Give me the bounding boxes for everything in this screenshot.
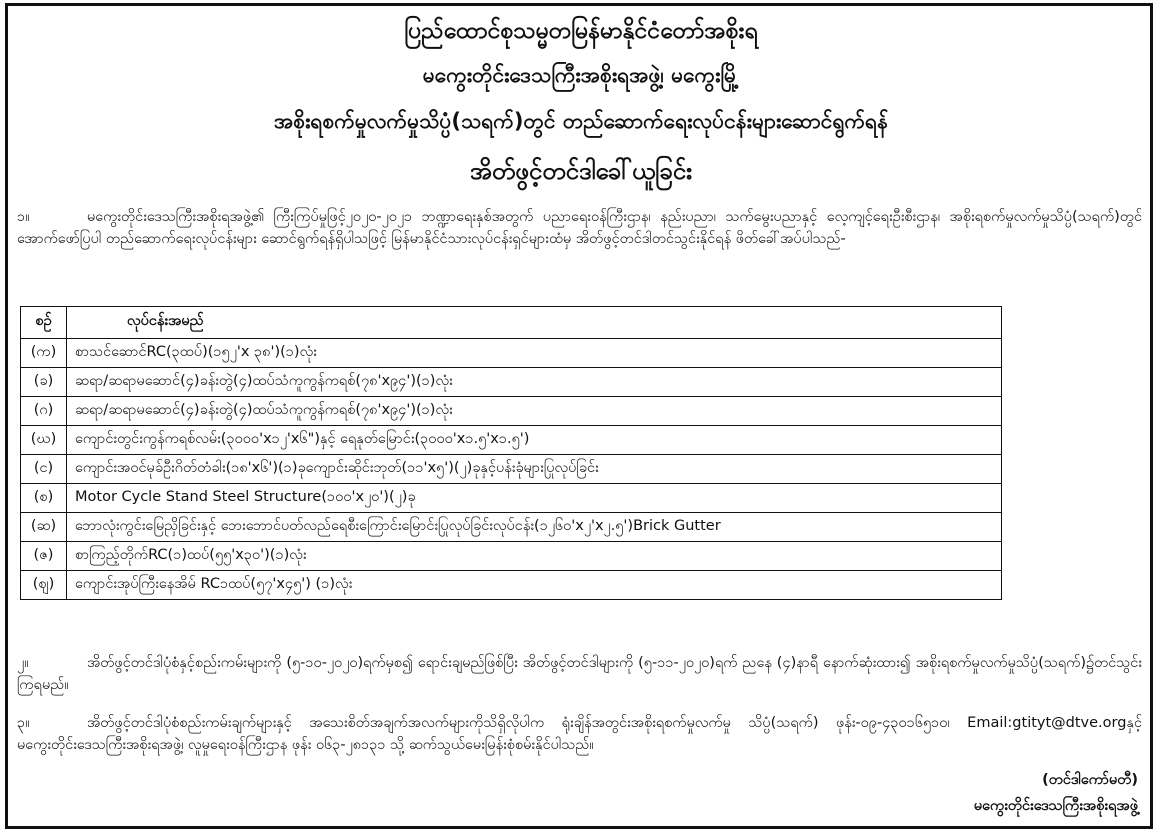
row-name: ကျောင်းအဝင်မုခ်ဦးဂိတ်တံခါး(၁၈'x၆')(၁)ခုကျောင်းဆိုင်းဘုတ်(၁၁'x၅')(၂)ခုနှင့်ပန်းခုံများပြုလုပ်ခြင်း xyxy=(67,455,1002,484)
table-row xyxy=(21,455,1002,484)
row-name: ဘောလုံးကွင်းမြေညှိခြင်းနှင့် ဘေးဘောင်ပတ်လည်ရေစီးကြောင်းမြောင်းပြုလုပ်ခြင်းလုပ်ငန်း(၁၂၆၀'x၂'x၂.၅')Brick Gutter xyxy=(67,513,1002,542)
row-no: (စ) xyxy=(21,484,67,513)
row-no: (င) xyxy=(21,455,67,484)
row-name: ကျောင်းတွင်းကွန်ကရစ်လမ်း(၃၀၀၀'x၁၂'x၆")နှင့် ရေနုတ်မြောင်း(၃၀၀၀'x၁.၅'x၁.၅') xyxy=(67,426,1002,455)
row-name: စာသင်ဆောင်RC(၃ထပ်)(၁၅၂'x ၃၈')(၁)လုံး xyxy=(67,339,1002,368)
paragraph-2 xyxy=(17,652,1142,696)
paragraph-1-text: မကွေးတိုင်းဒေသကြီးအစိုးရအဖွဲ့၏ ကြီးကြပ်မှုဖြင့်၂၀၂၀-၂၀၂၁ ဘဏ္ဍာရေးနှစ်အတွက် ပညာရေးဝန်ကြီးဌာန၊ နည်းပညာ၊ သက်မွေးပညာနှင့် လေ့ကျင့်ရေးဦးစီးဌာန၊ အစိုးရစက်မှုလက်မှုသိပ္ပံ(သရက်)တွင် အောက်ဖော်ပြပါ တည်ဆောက်ရေးလုပ်ငန်းများ ဆောင်ရွက်ရန်ရှိပါသဖြင့် မြန်မာနိုင်ငံသားလုပ်ငန်းရှင်များထံမှ အိတ်ဖွင့်တင်ဒါတင်သွင်းနိုင်ရန် ဖိတ်ခေါ်အပ်ပါသည်- xyxy=(17,209,1142,247)
table-row xyxy=(21,368,1002,397)
table-row xyxy=(21,513,1002,542)
row-no: (ဇ) xyxy=(21,542,67,571)
row-name: ဆရာ/ဆရာမဆောင်(၄)ခန်းတွဲ(၄)ထပ်သံကူကွန်ကရစ်(၇၈'x၉၄')(၁)လုံး xyxy=(67,397,1002,426)
row-name: စာကြည့်တိုက်RC(၁)ထပ်(၅၅'x၃၀')(၁)လုံး xyxy=(67,542,1002,571)
col-header-name: လုပ်ငန်းအမည် xyxy=(67,307,1002,339)
table-header-row xyxy=(21,307,1002,339)
table-row xyxy=(21,339,1002,368)
row-no: (ဆ) xyxy=(21,513,67,542)
paragraph-3-text: အိတ်ဖွင့်တင်ဒါပုံစံစည်းကမ်းချက်များနှင့် အသေးစိတ်အချက်အလက်များကိုသိရှိလိုပါက ရုံးချိန်အတွင်းအစိုးရစက်မှုလက်မှု သိပ္ပံ(သရက်) ဖုန်း-၀၉-၄၃၀၁၆၅၁၀၊ Email:gtityt@dtve.orgနှင့် မကွေးတိုင်းဒေသကြီးအစိုးရအဖွဲ့၊ လူမှုရေးဝန်ကြီးဌာန ဖုန်း ၀၆၃-၂၈၁၃၁ သို့ ဆက်သွယ်မေးမြန်းစုံစမ်းနိုင်ပါသည်။ xyxy=(17,715,1142,753)
row-name: Motor Cycle Stand Steel Structure(၁၀၀'x၂၀')(၂)ခု xyxy=(67,484,1002,513)
notice-title: အိတ်ဖွင့်တင်ဒါခေါ်ယူခြင်း xyxy=(469,157,693,185)
paragraph-3 xyxy=(17,712,1142,756)
row-no: (ဂ) xyxy=(21,397,67,426)
header-line-3: အစိုးရစက်မှုလက်မှုသိပ္ပံ(သရက်)တွင် တည်ဆောက်ရေးလုပ်ငန်းများဆောင်ရွက်ရန် xyxy=(274,109,888,133)
table-row xyxy=(21,571,1002,600)
table-row xyxy=(21,484,1002,513)
header-line-2: မကွေးတိုင်းဒေသကြီးအစိုးရအဖွဲ့၊ မကွေးမြို့ xyxy=(422,63,740,87)
table-row xyxy=(21,397,1002,426)
row-name: ဆရာ/ဆရာမဆောင်(၄)ခန်းတွဲ(၄)ထပ်သံကူကွန်ကရစ်(၇၈'x၉၄')(၁)လုံး xyxy=(67,368,1002,397)
row-no: (ဃ) xyxy=(21,426,67,455)
table-row xyxy=(21,542,1002,571)
paragraph-1-number: ၁။ xyxy=(17,209,30,225)
signature-authority: မကွေးတိုင်းဒေသကြီးအစိုးရအဖွဲ့ xyxy=(973,798,1138,814)
paragraph-3-number: ၃။ xyxy=(17,715,30,731)
paragraph-2-text: အိတ်ဖွင့်တင်ဒါပုံစံနှင့်စည်းကမ်းများကို (၅-၁၀-၂၀၂၀)ရက်မှစ၍ ရောင်းချမည်ဖြစ်ပြီး အိတ်ဖွင့်တင်ဒါများကို (၅-၁၁-၂၀၂၀)ရက် ညနေ (၄)နာရီ နောက်ဆုံးထား၍ အစိုးရစက်မှုလက်မှုသိပ္ပံ(သရက်)၌တင်သွင်းကြရမည်။ xyxy=(17,655,1142,693)
row-no: (ခ) xyxy=(21,368,67,397)
signature-committee: (တင်ဒါကော်မတီ) xyxy=(1042,772,1138,788)
col-header-no: စဉ် xyxy=(21,307,67,339)
header-line-1: ပြည်ထောင်စုသမ္မတမြန်မာနိုင်ငံတော်အစိုးရ xyxy=(404,18,758,44)
table-row xyxy=(21,426,1002,455)
works-table xyxy=(20,306,1002,600)
paragraph-2-number: ၂။ xyxy=(17,655,29,671)
paragraph-1 xyxy=(17,206,1142,250)
row-name: ကျောင်းအုပ်ကြီးနေအိမ် RC၁ထပ်(၅၇'x၄၅') (၁)လုံး xyxy=(67,571,1002,600)
row-no: (ဈ) xyxy=(21,571,67,600)
row-no: (က) xyxy=(21,339,67,368)
